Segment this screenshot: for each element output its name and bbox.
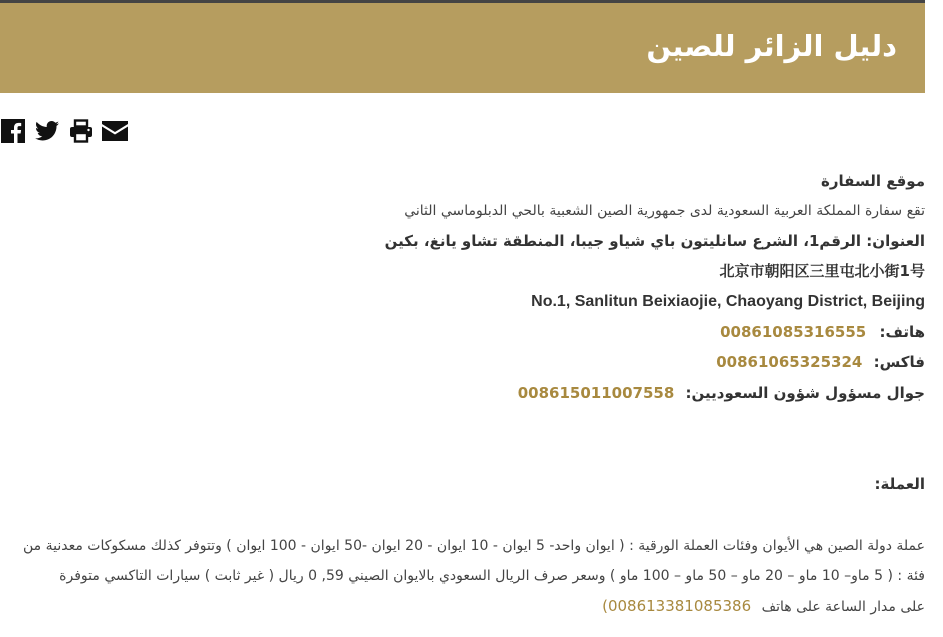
- twitter-icon[interactable]: [34, 118, 60, 144]
- mobile-label: جوال مسؤول شؤون السعوديين:: [685, 384, 925, 402]
- page-header-banner: [0, 3, 925, 93]
- page-title: دليل الزائر للصين: [646, 29, 897, 63]
- taxi-phone-link[interactable]: (008613381085386: [602, 597, 752, 615]
- phone-link[interactable]: 00861085316555: [720, 323, 867, 341]
- embassy-description: تقع سفارة المملكة العربية السعودية لدى جمهورية الصين الشعبية بالحي الدبلوماسي الثاني: [404, 203, 925, 219]
- embassy-heading: موقع السفارة: [821, 172, 925, 190]
- embassy-address-chinese: 北京市朝阳区三里屯北小街1号: [719, 262, 925, 280]
- currency-heading: العملة:: [874, 475, 925, 493]
- embassy-mobile-row: [518, 383, 925, 403]
- embassy-address-arabic: العنوان: الرقم1، الشرع سانليتون باي شياو جيبا، المنطقة تشاو يانغ، بكين: [384, 232, 925, 250]
- embassy-phone-row: [720, 322, 925, 342]
- currency-paragraph-line-1: عملة دولة الصين هي الأيوان وفئات العملة الورقية : ( ايوان واحد- 5 ايوان - 10 ايوان - 20 ايوان -50 ايوان - 100 ايوان ) وتتوفر كذلك مسكوكات معدنية من: [22, 538, 925, 554]
- embassy-address-english: No.1, Sanlitun Beixiaojie, Chaoyang District, Beijing: [531, 293, 925, 310]
- share-toolbar: [0, 117, 128, 145]
- fax-label: فاكس:: [873, 353, 925, 371]
- print-icon[interactable]: [68, 118, 94, 144]
- currency-paragraph-line-2: فئة : ( 5 ماو– 10 ماو – 20 ماو – 50 ماو – 100 ماو ) وسعر صرف الريال السعودي بالايوان الصيني 59, 0 ريال ( غير ثابت ) سيارات التاكسي متوفرة: [59, 568, 925, 584]
- phone-label: هاتف:: [879, 323, 925, 341]
- mobile-link[interactable]: 008615011007558: [517, 384, 675, 402]
- fax-link[interactable]: 00861065325324: [716, 353, 863, 371]
- taxi-text: على مدار الساعة على هاتف: [761, 599, 925, 615]
- embassy-fax-row: [716, 352, 925, 372]
- email-icon[interactable]: [102, 118, 128, 144]
- facebook-icon[interactable]: [0, 118, 26, 144]
- currency-paragraph-line-3: [602, 596, 925, 617]
